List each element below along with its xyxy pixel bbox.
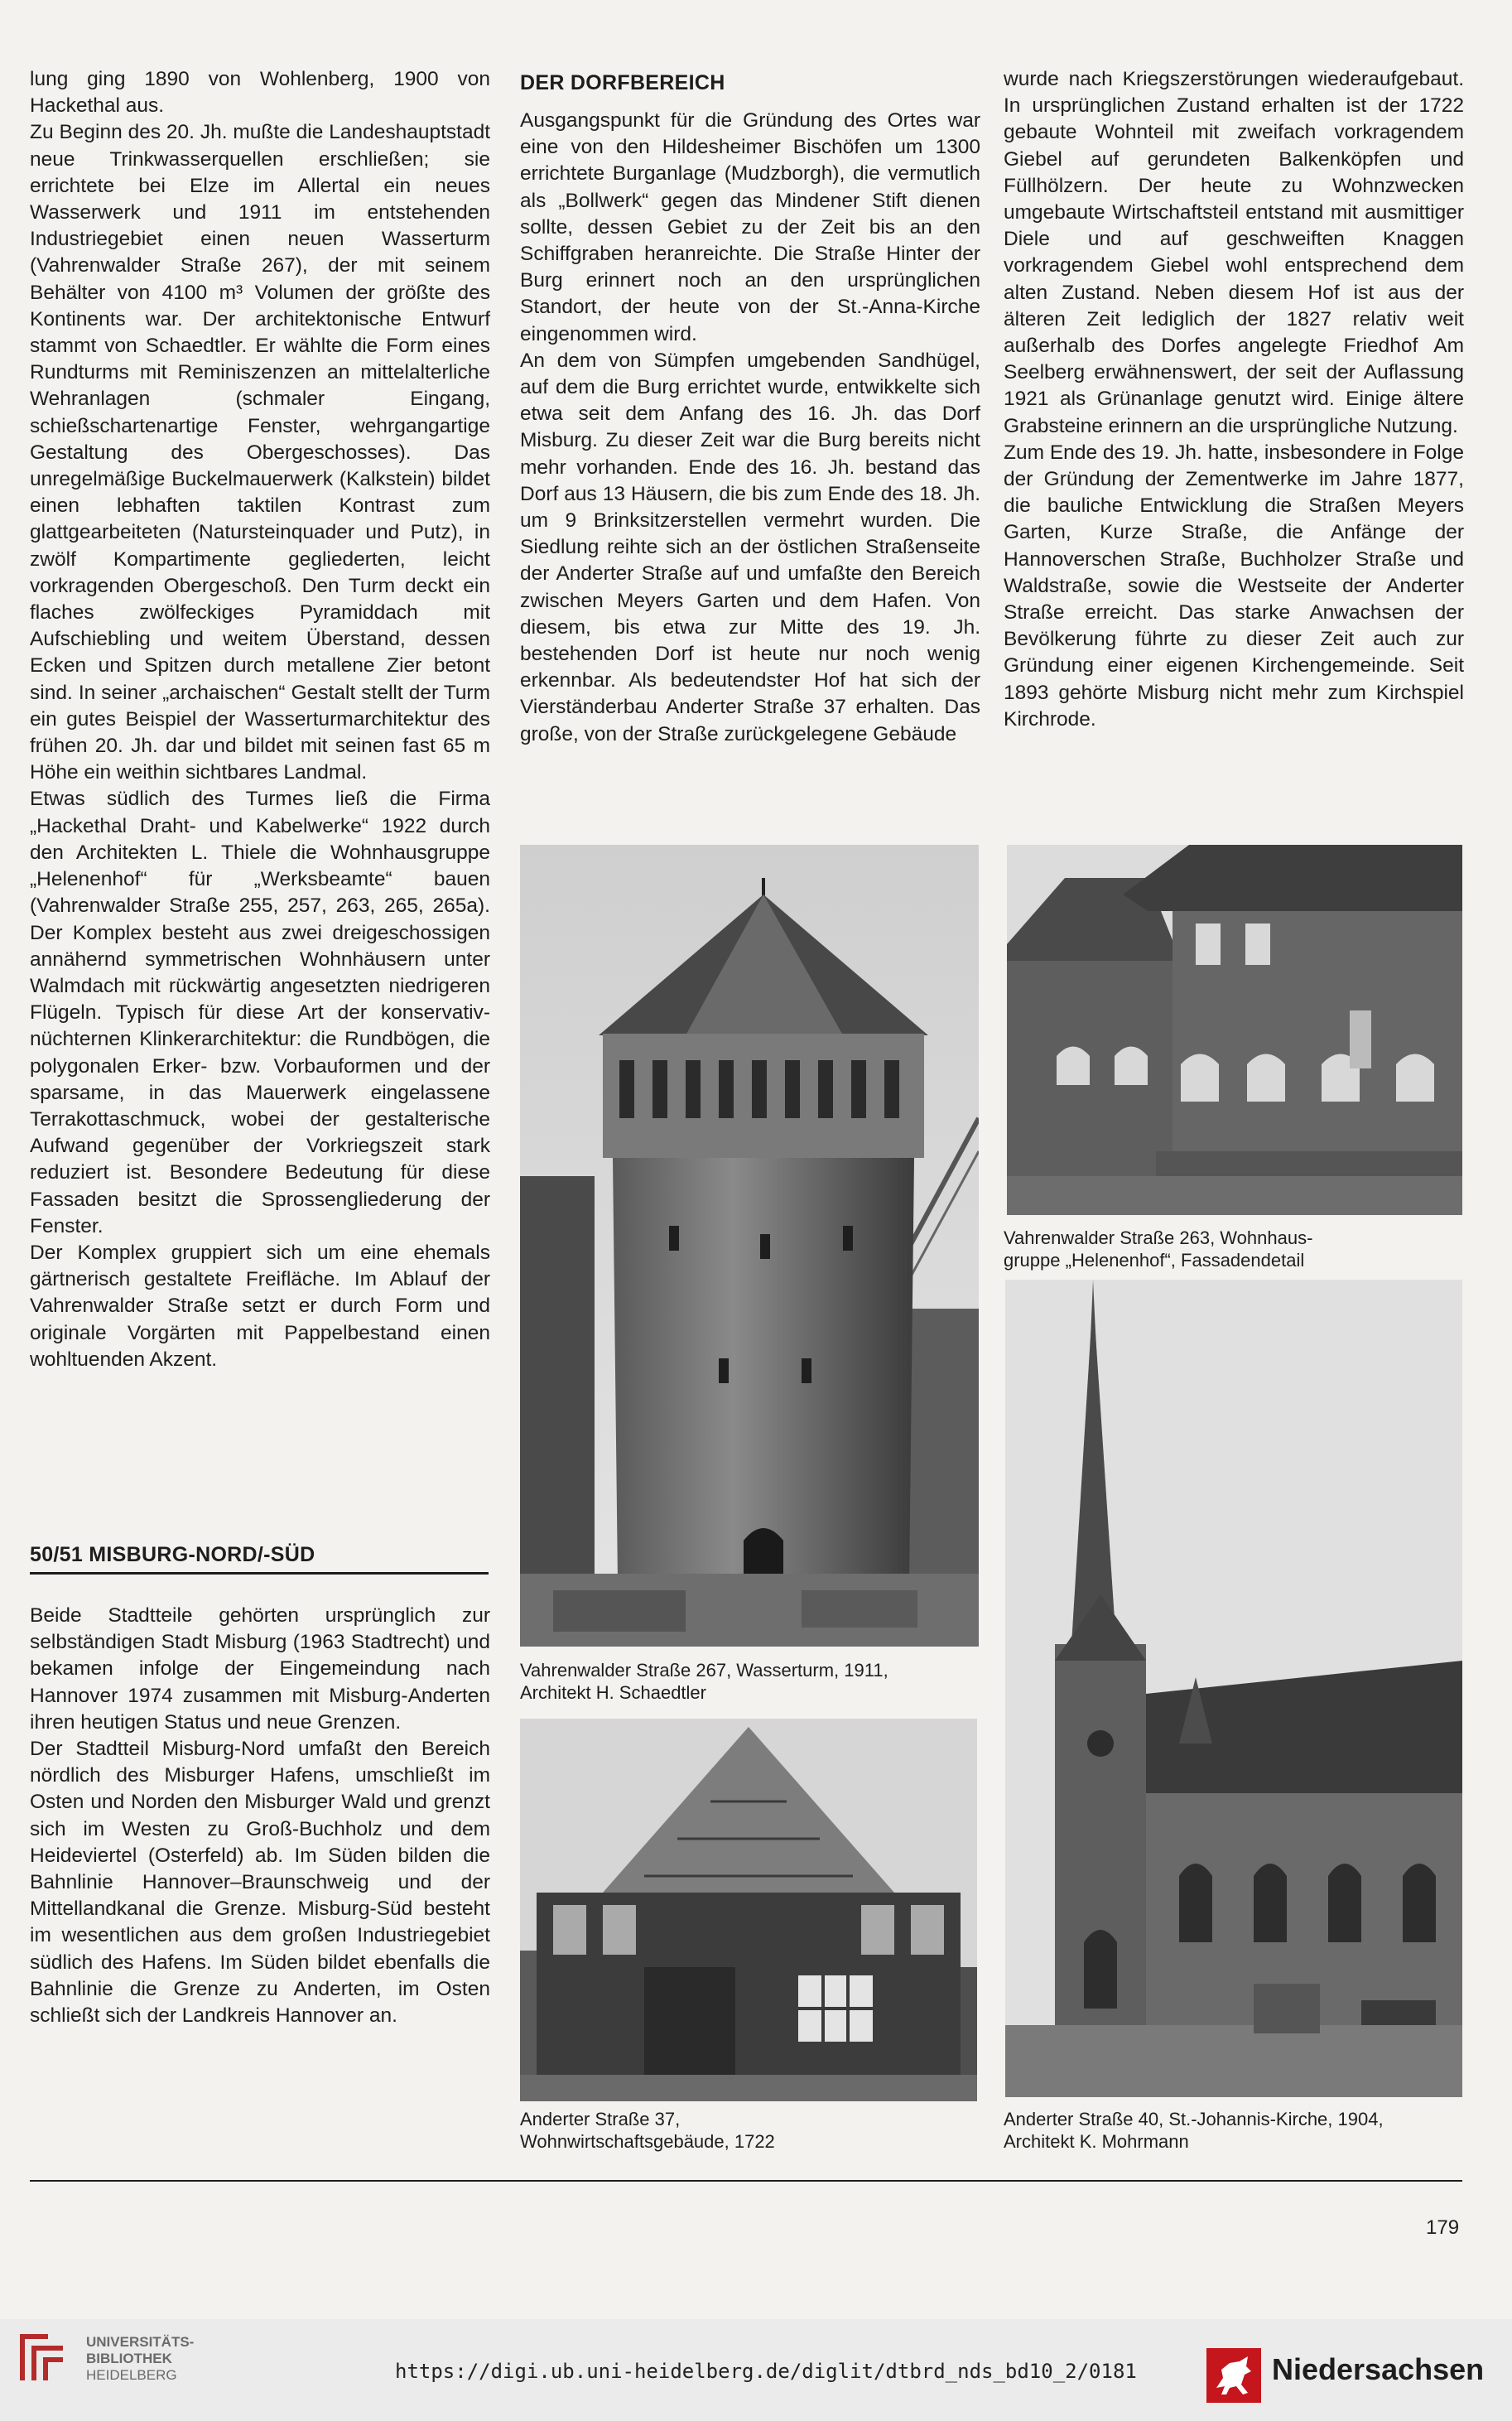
caption-line: Wohnwirtschaftsgebäude, 1722 — [520, 2131, 775, 2152]
caption-line: Anderter Straße 37, — [520, 2109, 681, 2129]
column-middle — [520, 108, 980, 748]
caption-line: Anderter Straße 40, St.-Johannis-Kirche, 1904, — [1004, 2109, 1384, 2129]
niedersachsen-horse-logo-icon — [1205, 2346, 1263, 2404]
column-left — [30, 66, 490, 1373]
photo-helenenhof — [1007, 845, 1462, 1215]
library-name-line: BIBLIOTHEK — [86, 2351, 172, 2366]
caption-farmhouse — [520, 2108, 775, 2153]
caption-church — [1004, 2108, 1384, 2153]
niedersachsen-label: Niedersachsen — [1272, 2352, 1485, 2386]
section-heading-dorfbereich: DER DORFBEREICH — [520, 71, 725, 94]
caption-line: Vahrenwalder Straße 263, Wohnhaus- — [1004, 1227, 1313, 1248]
library-name-line: HEIDELBERG — [86, 2367, 177, 2383]
caption-line: gruppe „Helenenhof“, Fassadendetail — [1004, 1250, 1305, 1271]
bottom-rule — [30, 2180, 1462, 2182]
library-name-line: UNIVERSITÄTS- — [86, 2334, 195, 2350]
paragraph: Zu Beginn des 20. Jh. mußte die Landeshauptstadt neue Trinkwasserquellen erschließen; sie errichtete bei Elze im Allertal ein neues Wasserwerk und 1911 im entstehenden Industriegebiet einen neuen Wasserturm (Vahrenwalder Straße 267), der mit seinem Behälter von 4100 m³ Volumen der größte des Kontinents war. Der architektonische Entwurf stammt von Schaedtler. Er wählte die Form eines Rundturms mit Reminiszenzen an mittelalterliche Wehranlagen (schmaler Eingang, schießschartenartige Fenster, wehrgangartige Gestaltung des Obergeschosses). Das unregelmäßige Buckelmauerwerk (Kalkstein) bildet einen lebhaften taktilen Kontrast zum glattgearbeiteten (Natursteinquader und Putz), in zwölf Kompartimente gegliederten, leicht vorkragenden Obergeschoß. Den Turm deckt ein flaches zwölfeckiges Pyramiddach mit Aufschiebling und weitem Überstand, dessen Ecken und Spitzen durch metallene Zier betont sind. In seiner „archaischen“ Gestalt stellt der Turm ein gutes Beispiel der Wasserturmarchitektur des frühen 20. Jh. dar und bildet mit seinen fast 65 m Höhe ein weithin sichtbares Landmal. — [30, 121, 490, 784]
photo-church — [1005, 1280, 1462, 2097]
paragraph: Ausgangspunkt für die Gründung des Ortes war eine von den Hildesheimer Bischöfen um 1300 errichtete Burganlage (Mudzborgh), die vermutlich als „Bollwerk“ gegen das Mindener Stift dienen sollte, dessen Gebiet zu der Zeit bis an den Schiffgraben heranreichte. Die Straße Hinter der Burg erinnert noch an den ursprünglichen Standort, der heute von der St.-Anna-Kirche eingenommen wird. — [520, 109, 980, 345]
photo-water-tower — [520, 845, 979, 1647]
paragraph: Etwas südlich des Turmes ließ die Firma „Hackethal Draht- und Kabelwerke“ 1922 durch den Architekten L. Thiele die Wohnhausgruppe „Helenenhof“ für „Werksbeamte“ bauen (Vahrenwalder Straße 255, 257, 263, 265, 265a). Der Komplex besteht aus zwei dreigeschossigen annähernd symmetrischen Wohnhäusern unter Walmdach mit rückwärtig angesetzten niedrigeren Flügeln. Typisch für diese Art der konservativ-nüchternen Klinkerarchitektur: die Rundbögen, die polygonalen Erker- bzw. Vorbauformen und der sparsame, in das Mauerwerk eingelassene Terrakottaschmuck, wobei der gestalterische Aufwand gegenüber der Vorkriegszeit stark reduziert ist. Besondere Bedeutung für diese Fassaden besitzt die Sprossengliederung der Fenster. — [30, 788, 490, 1237]
paragraph: wurde nach Kriegszerstörungen wiederaufgebaut. In ursprünglichen Zustand erhalten ist der 1722 gebaute Wohnteil mit zweifach vorkragendem Giebel auf gerundeten Balkenköpfen und Füllhölzern. Der heute zu Wohnzwecken umgebaute Wirtschaftsteil entstand mit ausmittiger Diele und auf geschweiften Knaggen vorkragendem Giebel wohl entsprechend dem alten Zustand. Neben diesem Hof ist aus der älteren Zeit lediglich der 1827 relativ weit außerhalb des Dorfes angelegte Friedhof Am Seelberg erwähnenswert, der seit der Auflassung 1921 als Grünanlage genutzt wird. Einige ältere Grabsteine erinnern an die ursprüngliche Nutzung. — [1004, 68, 1464, 437]
page-number: 179 — [1426, 2216, 1460, 2239]
paragraph: Beide Stadtteile gehörten ursprünglich zur selbständigen Stadt Misburg (1963 Stadtrecht) und bekamen infolge der Eingemeindung nach Hannover 1974 zusammen mit Misburg-Anderten ihren heutigen Status und neue Grenzen. — [30, 1604, 490, 1734]
column-right — [1004, 66, 1464, 733]
section-misburg-text — [30, 1603, 490, 2029]
section-heading-misburg: 50/51 MISBURG-NORD/-SÜD — [30, 1543, 489, 1575]
university-library-logo-icon — [15, 2326, 70, 2385]
paragraph: Der Komplex gruppiert sich um eine ehemals gärtnerisch gestaltete Freifläche. Im Ablauf der Vahrenwalder Straße setzt er durch Form und originale Vorgärten mit Pappelbestand einen wohltuenden Akzent. — [30, 1241, 490, 1371]
caption-line: Architekt K. Mohrmann — [1004, 2131, 1189, 2152]
caption-water-tower — [520, 1659, 888, 1704]
source-url-link[interactable]: https://digi.ub.uni-heidelberg.de/diglit/dtbrd_nds_bd10_2/0181 — [395, 2360, 1137, 2383]
caption-line: Architekt H. Schaedtler — [520, 1682, 706, 1703]
caption-helenenhof — [1004, 1227, 1312, 1271]
university-library-name — [86, 2334, 194, 2384]
paragraph: Zum Ende des 19. Jh. hatte, insbesondere in Folge der Gründung der Zementwerke im Jahre 1877, die bauliche Entwicklung die Straßen Meyers Garten, Kurze Straße, die Anfänge der Hannoverschen Straße, Buchholzer Straße und Waldstraße, sowie die Westseite der Anderter Straße erreicht. Das starke Anwachsen der Bevölkerung führte zu dieser Zeit auch zur Gründung einer eigenen Kirchengemeinde. Seit 1893 gehörte Misburg nicht mehr zum Kirchspiel Kirchrode. — [1004, 441, 1464, 731]
photo-farmhouse — [520, 1719, 977, 2101]
paragraph: lung ging 1890 von Wohlenberg, 1900 von Hackethal aus. — [30, 68, 490, 118]
paragraph: An dem von Sümpfen umgebenden Sandhügel, auf dem die Burg errichtet wurde, entwikkelte sich etwa seit dem Anfang des 16. Jh. das Dorf Misburg. Zu dieser Zeit war die Burg bereits nicht mehr vorhanden. Ende des 16. Jh. bestand das Dorf aus 13 Häusern, die bis zum Ende des 18. Jh. um 9 Brinksitzerstellen vermehrt wurden. Die Siedlung reihte sich an der östlichen Straßenseite der Anderter Straße auf und umfaßte den Bereich zwischen Meyers Garten und dem Hafen. Von diesem, bis etwa zur Mitte des 19. Jh. bestehenden Dorf ist heute nur noch wenig erkennbar. Als bedeutendster Hof hat sich der Vierständerbau Anderter Straße 37 erhalten. Das große, von der Straße zurückgelegene Gebäude — [520, 349, 980, 745]
paragraph: Der Stadtteil Misburg-Nord umfaßt den Bereich nördlich des Misburger Hafens, umschließt im Osten und Norden den Misburger Wald und grenzt sich im Westen zu Groß-Buchholz und dem Heideviertel (Osterfeld) ab. Im Süden bilden die Bahnlinie Hannover–Braunschweig und der Mittellandkanal die Grenze. Misburg-Süd besteht im wesentlichen aus dem großen Industriegebiet südlich des Hafens. Im Süden bildet ebenfalls die Bahnlinie die Grenze zu Anderten, im Osten schließt sich der Landkreis Hannover an. — [30, 1738, 490, 2028]
caption-line: Vahrenwalder Straße 267, Wasserturm, 1911, — [520, 1660, 888, 1681]
